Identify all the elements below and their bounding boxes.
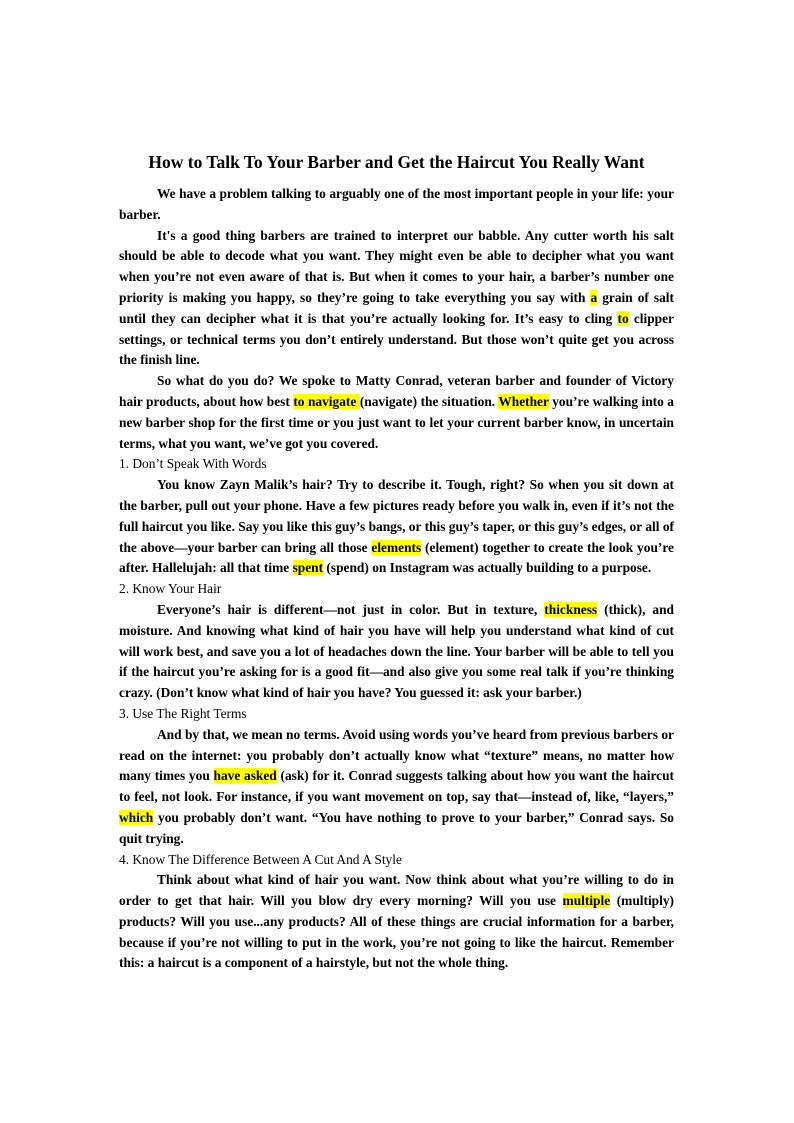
highlighted-word: spent xyxy=(292,560,324,576)
body-paragraph xyxy=(119,475,674,579)
text-run: So what do you do? We spoke to Matty Conrad, veteran barber and founder of Victory hair products, about how best xyxy=(119,373,674,409)
highlighted-word: have asked xyxy=(213,768,277,784)
body-paragraph xyxy=(119,226,674,372)
highlighted-word: which xyxy=(119,809,154,825)
text-run: grain of salt until they can decipher what it is that you’re actually looking for. It’s easy to cling xyxy=(119,289,674,326)
body-paragraph xyxy=(119,600,674,704)
section-heading: 1. Don’t Speak With Words xyxy=(119,456,267,472)
highlighted-word: to xyxy=(617,310,629,326)
highlighted-word: elements xyxy=(371,539,422,555)
document-body xyxy=(119,184,674,974)
text-run: It's a good thing barbers are trained to interpret our babble. Any cutter worth his salt should be able to decode what you want. They might even be able to decipher what you want when you’re not even aware of that is. But when it comes to your hair, a barber’s number one priority is making you happy, so they’re going to take everything you say with xyxy=(119,227,674,305)
section-heading: 2. Know Your Hair xyxy=(119,581,222,597)
body-paragraph xyxy=(119,184,674,226)
body-paragraph xyxy=(119,725,674,850)
text-run: (thick), and moisture. And knowing what kind of hair you have will help you understand what kind of cut will work best, and save you a lot of headaches down the line. Your barber will be able to tell you if the haircut you’re asking for is a good fit—and also give you some real talk if you’re thinking crazy. (Don’t know what kind of hair you have? You guessed it: ask your barber.) xyxy=(119,601,674,701)
body-paragraph xyxy=(119,870,674,974)
highlighted-word: thickness xyxy=(544,601,598,617)
section-heading: 3. Use The Right Terms xyxy=(119,705,247,721)
text-run: (navigate) the situation. xyxy=(359,393,499,409)
text-run: Everyone’s hair is different—not just in color. But in texture, xyxy=(157,601,545,617)
text-run: (ask) for it. Conrad suggests talking about how you want the haircut to feel, not look. For instance, if you want movement on top, say that—instead of, like, “layers,” xyxy=(119,768,675,805)
highlighted-word: a xyxy=(590,289,598,305)
text-run: clipper settings, or technical terms you don’t entirely understand. But those won’t quite get you across the finish line. xyxy=(119,310,674,368)
text-run: We have a problem talking to arguably one of the most important people in your life: your barber. xyxy=(119,186,674,222)
text-run: You know Zayn Malik’s hair? Try to describe it. Tough, right? So when you sit down at the barber, pull out your phone. Have a few pictures ready before you walk in, even if it’s not the full haircut you like. Say you like this guy’s bangs, or this guy’s taper, or this guy’s edges, or all of the above—your barber can bring all those xyxy=(119,477,674,555)
text-run: (spend) on Instagram was actually building to a purpose. xyxy=(323,560,652,576)
text-run: (multiply) products? Will you use...any products? All of these things are crucial information for a barber, because if you’re not willing to put in the work, you’re not going to like the haircut. Remember this: a haircut is a component of a hairstyle, but not the whole thing. xyxy=(119,893,674,971)
text-run: And by that, we mean no terms. Avoid using words you’ve heard from previous barbers or read on the internet: you probably don’t actually know what “texture” means, no matter how many times you xyxy=(119,726,674,784)
document-title: How to Talk To Your Barber and Get the Haircut You Really Want xyxy=(148,152,645,172)
text-run: you probably don’t want. “You have nothing to prove to your barber,” Conrad says. So quit trying. xyxy=(119,809,674,846)
text-run: Think about what kind of hair you want. Now think about what you’re willing to do in order to get that hair. Will you blow dry every morning? Will you use xyxy=(119,872,674,909)
highlighted-word: Whether xyxy=(498,393,549,409)
highlighted-word: multiple xyxy=(562,893,611,909)
text-run: you’re walking into a new barber shop for the first time or you just want to let your current barber know, in uncertain terms, what you want, we’ve got you covered. xyxy=(119,393,675,451)
section-heading: 4. Know The Difference Between A Cut And A Style xyxy=(119,851,402,867)
body-paragraph xyxy=(119,371,674,454)
highlighted-word: to navigate xyxy=(293,393,360,409)
text-run: (element) together to create the look you’re after. Hallelujah: all that time xyxy=(119,539,674,576)
